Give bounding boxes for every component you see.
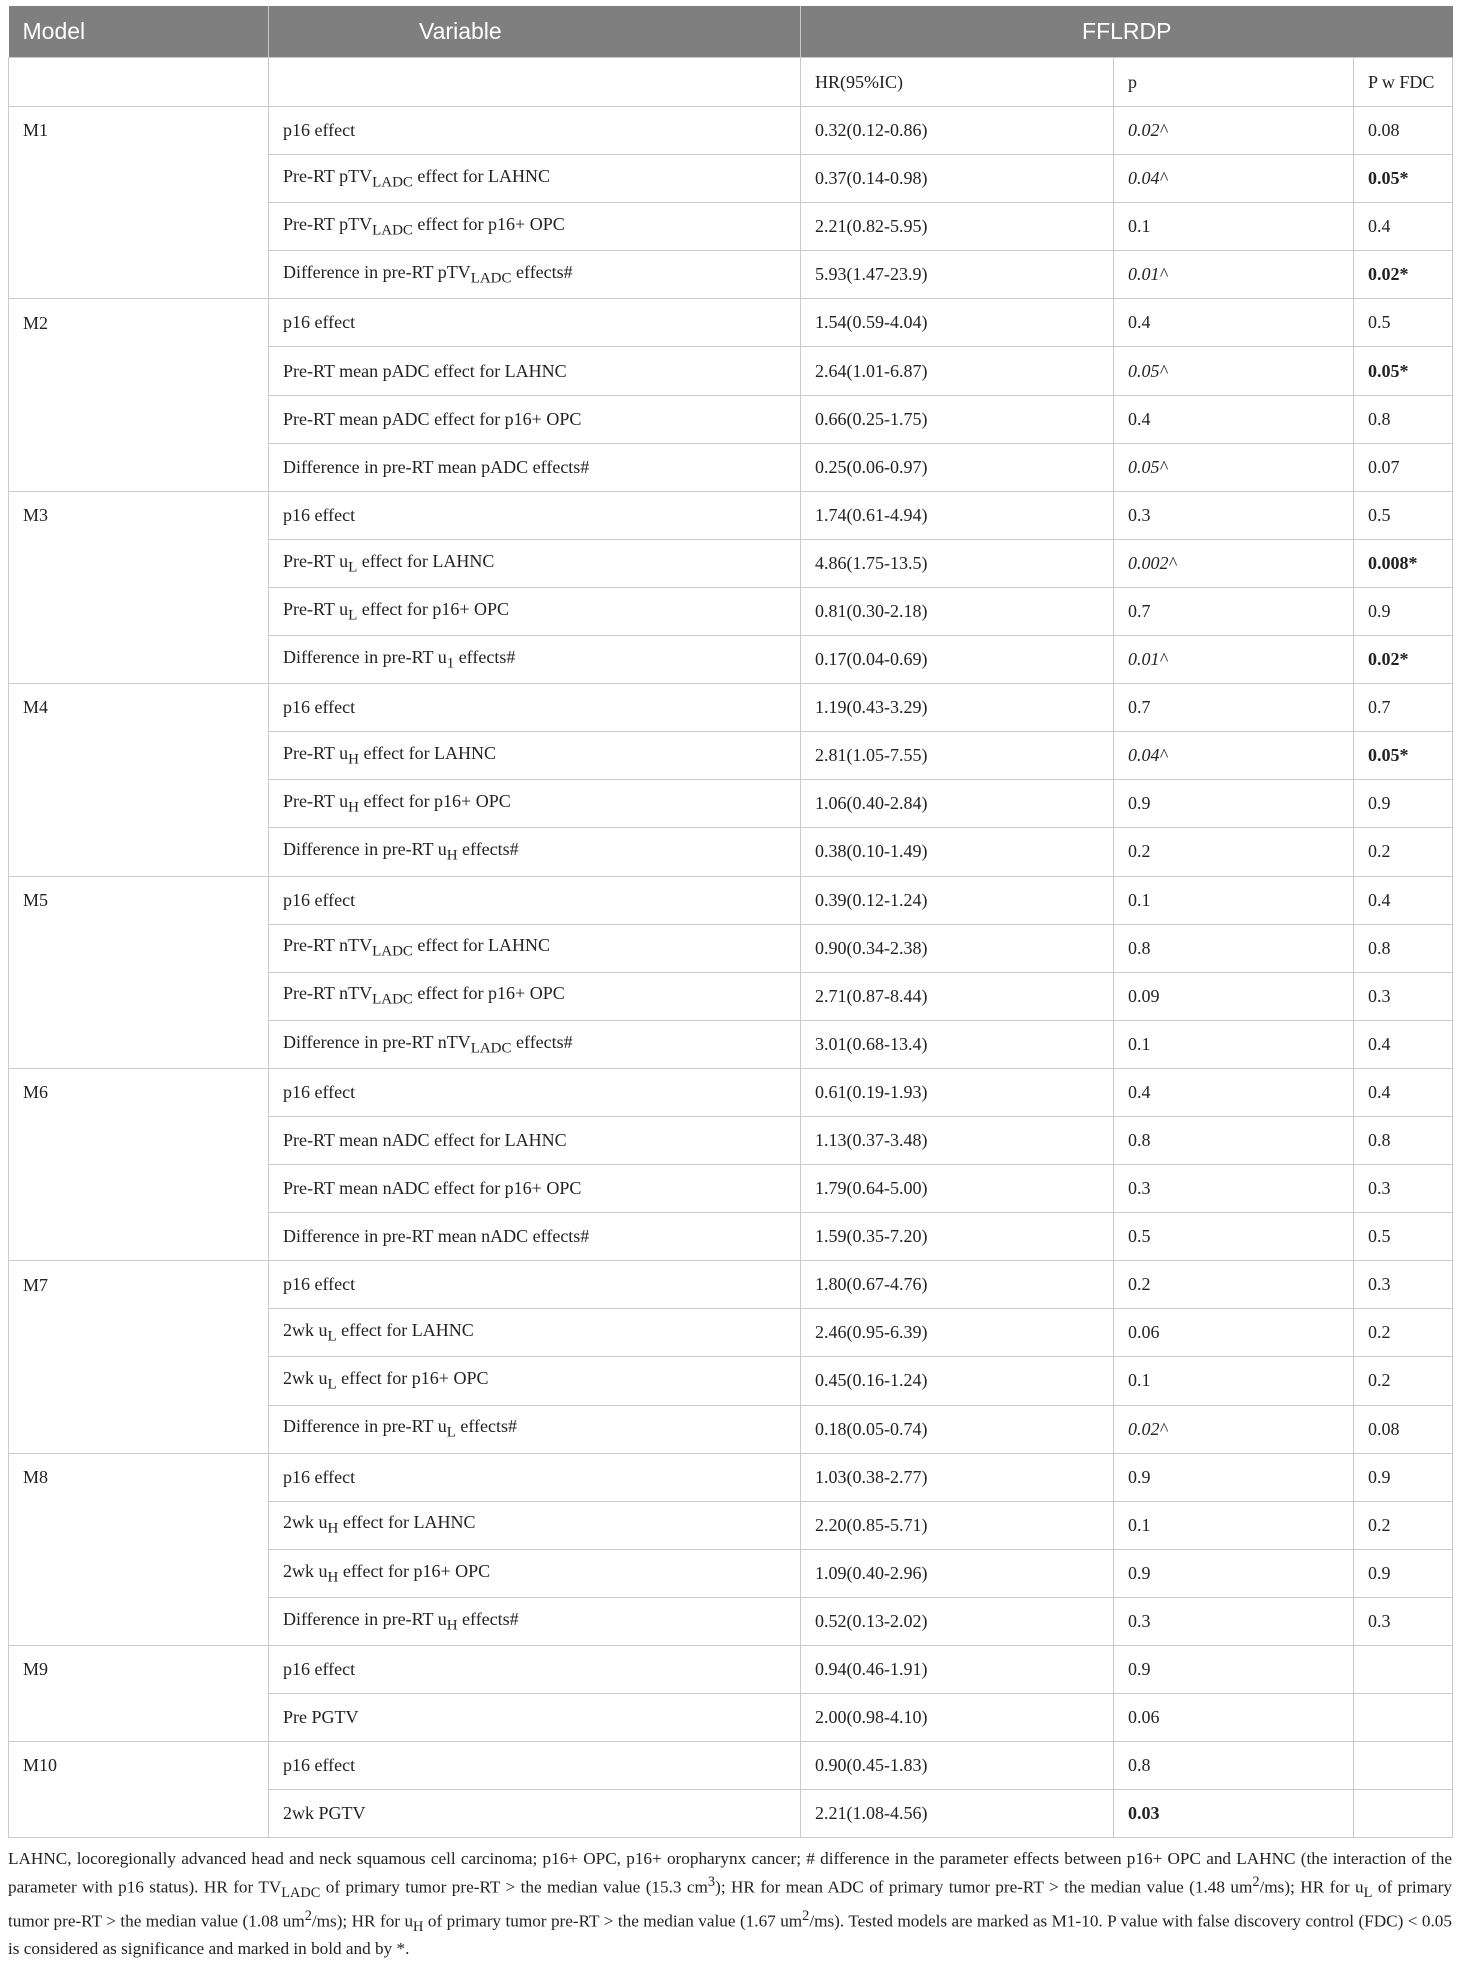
p-cell: 0.1 xyxy=(1114,1501,1354,1549)
table-row xyxy=(9,1597,1453,1645)
table-row xyxy=(9,1020,1453,1068)
variable-cell: Pre-RT mean pADC effect for LAHNC xyxy=(269,347,801,395)
variable-cell: Difference in pre-RT $u_L$ effects# xyxy=(269,1405,801,1453)
variable-cell: Difference in pre-RT $u_H$ effects# xyxy=(269,828,801,876)
pfdc-cell: 0.2 xyxy=(1354,828,1453,876)
pfdc-cell: 0.9 xyxy=(1354,1549,1453,1597)
model-cell: M10 xyxy=(9,1742,269,1790)
pfdc-cell: 0.4 xyxy=(1354,876,1453,924)
p-cell: 0.05^ xyxy=(1114,347,1354,395)
model-cell xyxy=(9,347,269,395)
table-row xyxy=(9,1309,1453,1357)
table-row xyxy=(9,299,1453,347)
header-model: Model xyxy=(9,6,269,58)
p-cell: 0.3 xyxy=(1114,1165,1354,1213)
header-variable: Variable xyxy=(269,6,801,58)
pfdc-cell: 0.02* xyxy=(1354,251,1453,299)
table-row xyxy=(9,1453,1453,1501)
variable-cell: 2wk $u_H$ effect for LAHNC xyxy=(269,1501,801,1549)
subheader-empty-variable xyxy=(269,58,801,107)
model-cell: M2 xyxy=(9,299,269,347)
hr-cell: 1.59(0.35-7.20) xyxy=(801,1213,1114,1261)
p-cell: 0.8 xyxy=(1114,1116,1354,1164)
pfdc-cell: 0.9 xyxy=(1354,587,1453,635)
hr-cell: 0.37(0.14-0.98) xyxy=(801,155,1114,203)
model-cell xyxy=(9,1694,269,1742)
hr-cell: 0.94(0.46-1.91) xyxy=(801,1646,1114,1694)
header-outcome: FFLRDP xyxy=(801,6,1453,58)
table-row xyxy=(9,443,1453,491)
p-cell: 0.06 xyxy=(1114,1694,1354,1742)
model-cell xyxy=(9,1020,269,1068)
p-cell: 0.2 xyxy=(1114,1261,1354,1309)
variable-cell: p16 effect xyxy=(269,1453,801,1501)
pfdc-cell: 0.2 xyxy=(1354,1309,1453,1357)
hr-cell: 1.03(0.38-2.77) xyxy=(801,1453,1114,1501)
pfdc-cell xyxy=(1354,1742,1453,1790)
model-cell xyxy=(9,780,269,828)
model-cell xyxy=(9,732,269,780)
model-cell xyxy=(9,972,269,1020)
pfdc-cell: 0.02* xyxy=(1354,636,1453,684)
model-cell: M4 xyxy=(9,684,269,732)
hr-cell: 1.13(0.37-3.48) xyxy=(801,1116,1114,1164)
model-cell: M8 xyxy=(9,1453,269,1501)
hr-cell: 2.71(0.87-8.44) xyxy=(801,972,1114,1020)
pfdc-cell: 0.3 xyxy=(1354,1261,1453,1309)
p-cell: 0.002^ xyxy=(1114,539,1354,587)
pfdc-cell: 0.008* xyxy=(1354,539,1453,587)
table-row xyxy=(9,587,1453,635)
p-cell: 0.02^ xyxy=(1114,107,1354,155)
table-row xyxy=(9,251,1453,299)
pfdc-cell: 0.4 xyxy=(1354,203,1453,251)
subheader-empty-model xyxy=(9,58,269,107)
pfdc-cell: 0.9 xyxy=(1354,780,1453,828)
p-cell: 0.01^ xyxy=(1114,636,1354,684)
table-row xyxy=(9,107,1453,155)
model-cell xyxy=(9,587,269,635)
table-row xyxy=(9,780,1453,828)
table-row xyxy=(9,491,1453,539)
table-row xyxy=(9,1405,1453,1453)
hr-cell: 0.18(0.05-0.74) xyxy=(801,1405,1114,1453)
table-container xyxy=(8,6,1452,1961)
p-cell: 0.1 xyxy=(1114,1020,1354,1068)
table-row xyxy=(9,1116,1453,1164)
model-cell xyxy=(9,443,269,491)
p-cell: 0.9 xyxy=(1114,780,1354,828)
p-cell: 0.02^ xyxy=(1114,1405,1354,1453)
p-cell: 0.9 xyxy=(1114,1646,1354,1694)
hr-cell: 0.61(0.19-1.93) xyxy=(801,1068,1114,1116)
variable-cell: p16 effect xyxy=(269,876,801,924)
table-row xyxy=(9,155,1453,203)
variable-cell: Pre-RT mean pADC effect for p16+ OPC xyxy=(269,395,801,443)
table-row xyxy=(9,1357,1453,1405)
hr-cell: 0.25(0.06-0.97) xyxy=(801,443,1114,491)
model-cell: M1 xyxy=(9,107,269,155)
pfdc-cell xyxy=(1354,1694,1453,1742)
variable-cell: Pre-RT mean nADC effect for p16+ OPC xyxy=(269,1165,801,1213)
pfdc-cell: 0.5 xyxy=(1354,491,1453,539)
table-row xyxy=(9,347,1453,395)
hr-cell: 1.19(0.43-3.29) xyxy=(801,684,1114,732)
hr-cell: 1.80(0.67-4.76) xyxy=(801,1261,1114,1309)
model-cell: M7 xyxy=(9,1261,269,1309)
model-cell xyxy=(9,1790,269,1838)
hr-cell: 0.52(0.13-2.02) xyxy=(801,1597,1114,1645)
pfdc-cell: 0.2 xyxy=(1354,1357,1453,1405)
hr-cell: 0.90(0.34-2.38) xyxy=(801,924,1114,972)
pfdc-cell: 0.5 xyxy=(1354,299,1453,347)
hr-cell: 1.06(0.40-2.84) xyxy=(801,780,1114,828)
table-row xyxy=(9,1261,1453,1309)
table-row xyxy=(9,1501,1453,1549)
pfdc-cell: 0.3 xyxy=(1354,1165,1453,1213)
model-cell xyxy=(9,1165,269,1213)
variable-cell: Pre-RT $u_L$ effect for LAHNC xyxy=(269,539,801,587)
table-row xyxy=(9,636,1453,684)
model-cell xyxy=(9,1357,269,1405)
table-row xyxy=(9,1694,1453,1742)
p-cell: 0.1 xyxy=(1114,1357,1354,1405)
hr-cell: 0.90(0.45-1.83) xyxy=(801,1742,1114,1790)
p-cell: 0.9 xyxy=(1114,1453,1354,1501)
variable-cell: Difference in pre-RT $u_H$ effects# xyxy=(269,1597,801,1645)
p-cell: 0.7 xyxy=(1114,587,1354,635)
header-row xyxy=(9,6,1453,58)
p-cell: 0.05^ xyxy=(1114,443,1354,491)
p-cell: 0.04^ xyxy=(1114,732,1354,780)
model-cell xyxy=(9,1549,269,1597)
variable-cell: Pre PGTV xyxy=(269,1694,801,1742)
subheader-row xyxy=(9,58,1453,107)
table-row xyxy=(9,539,1453,587)
model-cell xyxy=(9,251,269,299)
p-cell: 0.09 xyxy=(1114,972,1354,1020)
hr-cell: 4.86(1.75-13.5) xyxy=(801,539,1114,587)
pfdc-cell: 0.05* xyxy=(1354,155,1453,203)
model-cell xyxy=(9,1501,269,1549)
model-cell xyxy=(9,924,269,972)
table-row xyxy=(9,1165,1453,1213)
table-row xyxy=(9,1790,1453,1838)
p-cell: 0.03 xyxy=(1114,1790,1354,1838)
table-row xyxy=(9,684,1453,732)
model-cell: M9 xyxy=(9,1646,269,1694)
hr-cell: 0.66(0.25-1.75) xyxy=(801,395,1114,443)
variable-cell: Pre-RT nTV$_{LADC}$ effect for LAHNC xyxy=(269,924,801,972)
variable-cell: Pre-RT mean nADC effect for LAHNC xyxy=(269,1116,801,1164)
hr-cell: 0.39(0.12-1.24) xyxy=(801,876,1114,924)
p-cell: 0.3 xyxy=(1114,491,1354,539)
p-cell: 0.1 xyxy=(1114,203,1354,251)
hr-cell: 2.20(0.85-5.71) xyxy=(801,1501,1114,1549)
model-cell xyxy=(9,395,269,443)
subheader-pfdc: P w FDC xyxy=(1354,58,1453,107)
hr-cell: 3.01(0.68-13.4) xyxy=(801,1020,1114,1068)
subheader-p: p xyxy=(1114,58,1354,107)
pfdc-cell: 0.8 xyxy=(1354,924,1453,972)
pfdc-cell: 0.2 xyxy=(1354,1501,1453,1549)
table-row xyxy=(9,924,1453,972)
variable-cell: Pre-RT pTV$_{LADC}$ effect for p16+ OPC xyxy=(269,203,801,251)
variable-cell: p16 effect xyxy=(269,107,801,155)
pfdc-cell xyxy=(1354,1646,1453,1694)
table-row xyxy=(9,972,1453,1020)
pfdc-cell: 0.07 xyxy=(1354,443,1453,491)
variable-cell: 2wk PGTV xyxy=(269,1790,801,1838)
table-row xyxy=(9,1646,1453,1694)
p-cell: 0.8 xyxy=(1114,1742,1354,1790)
variable-cell: Pre-RT nTV$_{LADC}$ effect for p16+ OPC xyxy=(269,972,801,1020)
hr-cell: 0.32(0.12-0.86) xyxy=(801,107,1114,155)
table-row xyxy=(9,203,1453,251)
variable-cell: Difference in pre-RT pTV$_{LADC}$ effects# xyxy=(269,251,801,299)
pfdc-cell: 0.7 xyxy=(1354,684,1453,732)
variable-cell: Pre-RT $u_L$ effect for p16+ OPC xyxy=(269,587,801,635)
p-cell: 0.4 xyxy=(1114,1068,1354,1116)
hr-cell: 2.21(1.08-4.56) xyxy=(801,1790,1114,1838)
p-cell: 0.04^ xyxy=(1114,155,1354,203)
variable-cell: p16 effect xyxy=(269,1646,801,1694)
hr-cell: 1.54(0.59-4.04) xyxy=(801,299,1114,347)
hr-cell: 0.81(0.30-2.18) xyxy=(801,587,1114,635)
table-row xyxy=(9,1068,1453,1116)
p-cell: 0.5 xyxy=(1114,1213,1354,1261)
model-cell: M6 xyxy=(9,1068,269,1116)
results-table xyxy=(8,6,1453,1838)
pfdc-cell xyxy=(1354,1790,1453,1838)
variable-cell: p16 effect xyxy=(269,1742,801,1790)
model-cell xyxy=(9,828,269,876)
model-cell xyxy=(9,636,269,684)
model-cell: M3 xyxy=(9,491,269,539)
p-cell: 0.2 xyxy=(1114,828,1354,876)
variable-cell: p16 effect xyxy=(269,1261,801,1309)
hr-cell: 0.45(0.16-1.24) xyxy=(801,1357,1114,1405)
hr-cell: 0.17(0.04-0.69) xyxy=(801,636,1114,684)
p-cell: 0.01^ xyxy=(1114,251,1354,299)
hr-cell: 1.79(0.64-5.00) xyxy=(801,1165,1114,1213)
pfdc-cell: 0.05* xyxy=(1354,347,1453,395)
pfdc-cell: 0.08 xyxy=(1354,1405,1453,1453)
pfdc-cell: 0.8 xyxy=(1354,395,1453,443)
variable-cell: p16 effect xyxy=(269,299,801,347)
model-cell xyxy=(9,539,269,587)
hr-cell: 2.00(0.98-4.10) xyxy=(801,1694,1114,1742)
table-row xyxy=(9,1213,1453,1261)
p-cell: 0.3 xyxy=(1114,1597,1354,1645)
p-cell: 0.7 xyxy=(1114,684,1354,732)
table-row xyxy=(9,876,1453,924)
hr-cell: 2.81(1.05-7.55) xyxy=(801,732,1114,780)
model-cell: M5 xyxy=(9,876,269,924)
table-row xyxy=(9,828,1453,876)
table-row xyxy=(9,1742,1453,1790)
table-row xyxy=(9,732,1453,780)
pfdc-cell: 0.3 xyxy=(1354,972,1453,1020)
hr-cell: 0.38(0.10-1.49) xyxy=(801,828,1114,876)
model-cell xyxy=(9,1309,269,1357)
pfdc-cell: 0.5 xyxy=(1354,1213,1453,1261)
p-cell: 0.9 xyxy=(1114,1549,1354,1597)
variable-cell: 2wk $u_L$ effect for LAHNC xyxy=(269,1309,801,1357)
variable-cell: 2wk $u_L$ effect for p16+ OPC xyxy=(269,1357,801,1405)
pfdc-cell: 0.3 xyxy=(1354,1597,1453,1645)
variable-cell: Difference in pre-RT mean pADC effects# xyxy=(269,443,801,491)
table-footnote: LAHNC, locoregionally advanced head and neck squamous cell carcinoma; p16+ OPC, p16+ oropharynx cancer; # difference in the parameter effects between p16+ OPC and LAHNC (the interaction of the parameter with p16 status). HR for $TV_{LADC}$ of primary tumor pre-RT > the median value (15.3 $cm^3$); HR for mean ADC of primary tumor pre-RT > the median value (1.48 $um^2/ms$); HR for $u_L$ of primary tumor pre-RT > the median value (1.08 $um^2/ms$); HR for $u_H$ of primary tumor pre-RT > the median value (1.67 $um^2/ms$). Tested models are marked as M1-10. P value with false discovery control (FDC) < 0.05 is considered as significance and marked in bold and by *. xyxy=(8,1849,1452,1959)
model-cell xyxy=(9,1597,269,1645)
pfdc-cell: 0.08 xyxy=(1354,107,1453,155)
variable-cell: Difference in pre-RT $u_1$ effects# xyxy=(269,636,801,684)
model-cell xyxy=(9,203,269,251)
hr-cell: 2.21(0.82-5.95) xyxy=(801,203,1114,251)
variable-cell: Pre-RT pTV$_{LADC}$ effect for LAHNC xyxy=(269,155,801,203)
model-cell xyxy=(9,1116,269,1164)
p-cell: 0.4 xyxy=(1114,395,1354,443)
variable-cell: Pre-RT $u_H$ effect for p16+ OPC xyxy=(269,780,801,828)
variable-cell: p16 effect xyxy=(269,684,801,732)
pfdc-cell: 0.9 xyxy=(1354,1453,1453,1501)
variable-cell: p16 effect xyxy=(269,491,801,539)
p-cell: 0.06 xyxy=(1114,1309,1354,1357)
hr-cell: 5.93(1.47-23.9) xyxy=(801,251,1114,299)
pfdc-cell: 0.4 xyxy=(1354,1068,1453,1116)
p-cell: 0.4 xyxy=(1114,299,1354,347)
p-cell: 0.8 xyxy=(1114,924,1354,972)
variable-cell: Pre-RT $u_H$ effect for LAHNC xyxy=(269,732,801,780)
model-cell xyxy=(9,155,269,203)
table-row xyxy=(9,395,1453,443)
pfdc-cell: 0.05* xyxy=(1354,732,1453,780)
pfdc-cell: 0.8 xyxy=(1354,1116,1453,1164)
hr-cell: 1.09(0.40-2.96) xyxy=(801,1549,1114,1597)
variable-cell: Difference in pre-RT nTV$_{LADC}$ effects# xyxy=(269,1020,801,1068)
model-cell xyxy=(9,1213,269,1261)
p-cell: 0.1 xyxy=(1114,876,1354,924)
model-cell xyxy=(9,1405,269,1453)
hr-cell: 1.74(0.61-4.94) xyxy=(801,491,1114,539)
variable-cell: Difference in pre-RT mean nADC effects# xyxy=(269,1213,801,1261)
table-row xyxy=(9,1549,1453,1597)
pfdc-cell: 0.4 xyxy=(1354,1020,1453,1068)
hr-cell: 2.64(1.01-6.87) xyxy=(801,347,1114,395)
variable-cell: p16 effect xyxy=(269,1068,801,1116)
subheader-hr: HR(95%IC) xyxy=(801,58,1114,107)
hr-cell: 2.46(0.95-6.39) xyxy=(801,1309,1114,1357)
variable-cell: 2wk $u_H$ effect for p16+ OPC xyxy=(269,1549,801,1597)
